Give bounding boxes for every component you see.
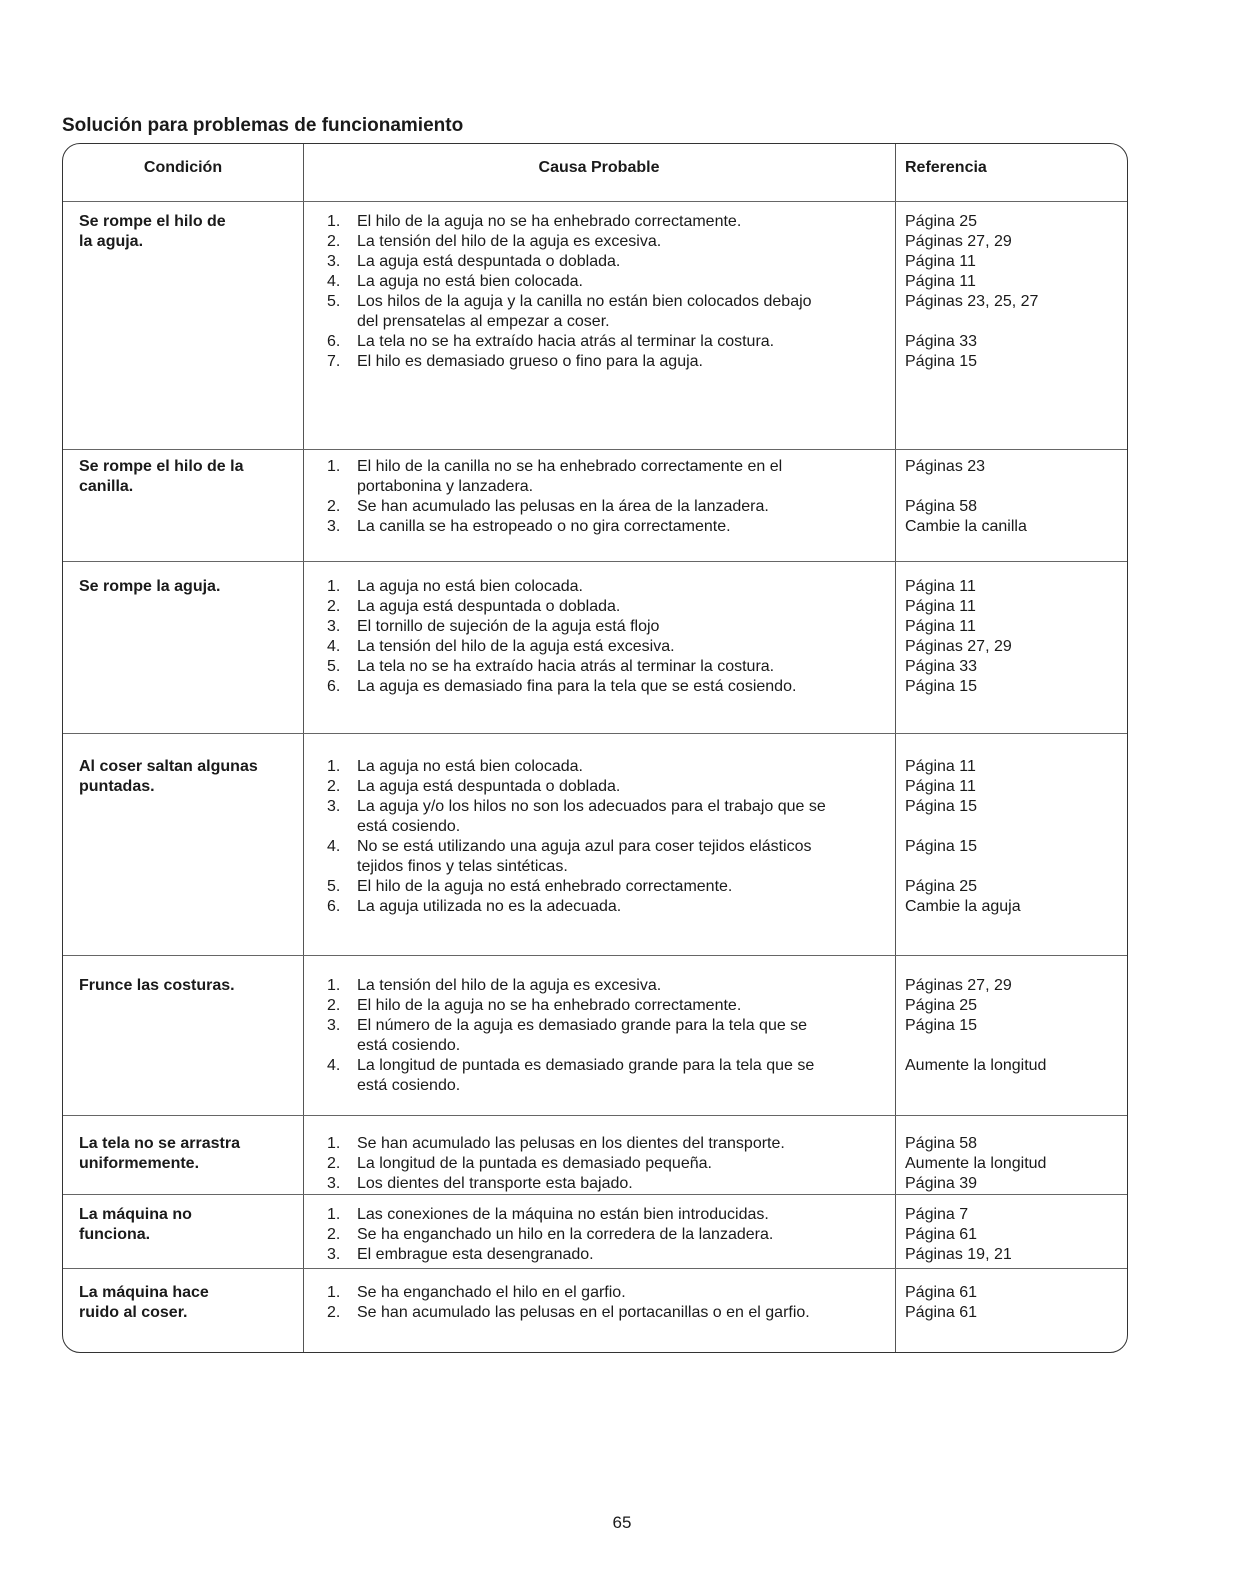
cause-number: 3. (327, 1017, 341, 1034)
reference-item: Página 25 (905, 997, 978, 1014)
reference-item: Páginas 27, 29 (905, 977, 1012, 994)
reference-item: Páginas 23 (905, 458, 986, 475)
cause-text: portabonina y lanzadera. (357, 478, 534, 495)
cause-item (327, 1245, 887, 1265)
cause-text: La longitud de puntada es demasiado grande para la tela que se (357, 1057, 815, 1074)
condition-cell (79, 757, 289, 797)
reference-item: Página 61 (905, 1304, 978, 1321)
cause-text: La tensión del hilo de la aguja está excesiva. (357, 638, 675, 655)
reference-list (905, 457, 1120, 537)
header-reference: Referencia (905, 159, 987, 176)
cause-number: 1. (327, 1135, 341, 1152)
reference-item: Página 25 (905, 213, 978, 230)
reference-item: Página 15 (905, 353, 978, 370)
cause-number: 1. (327, 758, 341, 775)
cause-item (327, 1056, 887, 1096)
condition-text: la aguja. (79, 233, 144, 250)
cause-text: La tela no se ha extraído hacia atrás al terminar la costura. (357, 333, 775, 350)
reference-list (905, 1205, 1120, 1265)
reference-item (905, 857, 1120, 877)
cause-text: La canilla se ha estropeado o no gira correctamente. (357, 518, 731, 535)
reference-item: Páginas 23, 25, 27 (905, 293, 1039, 310)
cause-text: Se han acumulado las pelusas en el portacanillas o en el garfio. (357, 1304, 810, 1321)
cause-text: La aguja está despuntada o doblada. (357, 253, 621, 270)
cause-number: 3. (327, 798, 341, 815)
cause-number: 2. (327, 778, 341, 795)
cause-item (327, 1154, 887, 1174)
cause-list (327, 976, 887, 1096)
reference-item: Página 11 (905, 273, 976, 290)
reference-item: Página 11 (905, 253, 976, 270)
troubleshooting-table (62, 143, 1128, 1353)
condition-text: funciona. (79, 1226, 151, 1243)
cause-text: Los dientes del transporte esta bajado. (357, 1175, 633, 1192)
cause-text: El tornillo de sujeción de la aguja está flojo (357, 618, 660, 635)
cause-text: tejidos finos y telas sintéticas. (357, 858, 568, 875)
reference-item: Página 39 (905, 1175, 978, 1192)
cause-number: 1. (327, 1284, 341, 1301)
condition-cell (79, 212, 289, 252)
condition-text: Se rompe la aguja. (79, 578, 221, 595)
cause-text: El hilo de la aguja no se ha enhebrado correctamente. (357, 213, 742, 230)
cause-number: 1. (327, 1206, 341, 1223)
condition-cell (79, 1134, 289, 1174)
condition-text: La tela no se arrastra (79, 1135, 240, 1152)
cause-text: La aguja está despuntada o doblada. (357, 778, 621, 795)
cause-text: La aguja y/o los hilos no son los adecuados para el trabajo que se (357, 798, 826, 815)
condition-cell (79, 1205, 289, 1245)
cause-list (327, 1134, 887, 1194)
condition-text: Al coser saltan algunas (79, 758, 258, 775)
cause-text: El número de la aguja es demasiado grande para la tela que se (357, 1017, 808, 1034)
reference-item: Cambie la canilla (905, 518, 1027, 535)
cause-text: El hilo de la aguja no está enhebrado correctamente. (357, 878, 733, 895)
cause-text: La aguja no está bien colocada. (357, 273, 583, 290)
cause-list (327, 212, 887, 372)
cause-list (327, 1283, 887, 1323)
column-divider (895, 144, 896, 1352)
reference-list (905, 1283, 1120, 1323)
cause-text: El hilo de la aguja no se ha enhebrado correctamente. (357, 997, 742, 1014)
page-number: 65 (612, 1513, 632, 1532)
cause-item (327, 797, 887, 837)
cause-number: 5. (327, 293, 341, 310)
reference-item: Aumente la longitud (905, 1155, 1047, 1172)
cause-text: La tensión del hilo de la aguja es excesiva. (357, 977, 662, 994)
row-divider (63, 561, 1127, 562)
row-divider (63, 449, 1127, 450)
condition-text: Se rompe el hilo de la (79, 458, 244, 475)
cause-item (327, 517, 887, 537)
reference-item (905, 817, 1120, 837)
condition-cell (79, 457, 289, 497)
cause-item (327, 292, 887, 332)
reference-list (905, 757, 1120, 917)
cause-number: 5. (327, 878, 341, 895)
cause-item (327, 1225, 887, 1245)
cause-item (327, 677, 887, 697)
cause-number: 4. (327, 1057, 341, 1074)
reference-list (905, 976, 1120, 1076)
cause-item (327, 996, 887, 1016)
reference-item: Página 11 (905, 618, 976, 635)
reference-item: Páginas 19, 21 (905, 1246, 1012, 1263)
cause-item (327, 332, 887, 352)
reference-item: Página 61 (905, 1284, 978, 1301)
cause-text: Las conexiones de la máquina no están bien introducidas. (357, 1206, 769, 1223)
cause-text: El hilo es demasiado grueso o fino para la aguja. (357, 353, 703, 370)
cause-number: 2. (327, 498, 341, 515)
cause-item (327, 457, 887, 497)
cause-item (327, 657, 887, 677)
cause-number: 2. (327, 1226, 341, 1243)
cause-item (327, 272, 887, 292)
page-title: Solución para problemas de funcionamiento (62, 115, 464, 136)
reference-item: Páginas 27, 29 (905, 233, 1012, 250)
cause-number: 3. (327, 1175, 341, 1192)
reference-item: Página 25 (905, 878, 978, 895)
cause-text: La tensión del hilo de la aguja es excesiva. (357, 233, 662, 250)
reference-item: Página 58 (905, 1135, 978, 1152)
reference-item: Página 15 (905, 798, 978, 815)
cause-item (327, 837, 887, 877)
reference-item: Página 11 (905, 778, 976, 795)
row-divider (63, 733, 1127, 734)
cause-text: La aguja no está bien colocada. (357, 578, 583, 595)
cause-text: La aguja no está bien colocada. (357, 758, 583, 775)
cause-text: Se han acumulado las pelusas en la área de la lanzadera. (357, 498, 769, 515)
row-divider (63, 955, 1127, 956)
cause-item (327, 1016, 887, 1056)
reference-item: Página 15 (905, 838, 978, 855)
cause-text: del prensatelas al empezar a coser. (357, 313, 610, 330)
header-cause: Causa Probable (538, 159, 660, 176)
cause-item (327, 777, 887, 797)
condition-text: puntadas. (79, 778, 155, 795)
reference-item (905, 477, 1120, 497)
reference-item: Página 58 (905, 498, 978, 515)
cause-number: 2. (327, 1155, 341, 1172)
cause-number: 6. (327, 678, 341, 695)
cause-text: está cosiendo. (357, 1037, 461, 1054)
cause-item (327, 1205, 887, 1225)
cause-item (327, 1174, 887, 1194)
cause-number: 6. (327, 898, 341, 915)
cause-item (327, 897, 887, 917)
cause-item (327, 232, 887, 252)
condition-text: ruido al coser. (79, 1304, 188, 1321)
cause-item (327, 1283, 887, 1303)
condition-text: Se rompe el hilo de (79, 213, 226, 230)
cause-text: La tela no se ha extraído hacia atrás al terminar la costura. (357, 658, 775, 675)
cause-text: Se ha enganchado el hilo en el garfio. (357, 1284, 626, 1301)
cause-number: 2. (327, 598, 341, 615)
reference-item: Página 33 (905, 333, 978, 350)
cause-text: El embrague esta desengranado. (357, 1246, 594, 1263)
cause-text: La aguja está despuntada o doblada. (357, 598, 621, 615)
reference-item: Página 15 (905, 678, 978, 695)
cause-text: La longitud de la puntada es demasiado pequeña. (357, 1155, 712, 1172)
condition-cell (79, 1283, 289, 1323)
condition-text: La máquina no (79, 1206, 192, 1223)
cause-number: 1. (327, 458, 341, 475)
cause-number: 3. (327, 253, 341, 270)
cause-number: 4. (327, 838, 341, 855)
cause-list (327, 757, 887, 917)
cause-number: 3. (327, 1246, 341, 1263)
cause-text: Se ha enganchado un hilo en la corredera de la lanzadera. (357, 1226, 774, 1243)
condition-text: canilla. (79, 478, 134, 495)
reference-item: Cambie la aguja (905, 898, 1021, 915)
reference-item: Página 11 (905, 578, 976, 595)
cause-number: 4. (327, 273, 341, 290)
cause-text: está cosiendo. (357, 818, 461, 835)
cause-number: 6. (327, 333, 341, 350)
cause-number: 2. (327, 1304, 341, 1321)
cause-text: Los hilos de la aguja y la canilla no están bien colocados debajo (357, 293, 812, 310)
cause-number: 2. (327, 997, 341, 1014)
reference-list (905, 212, 1120, 372)
cause-text: La aguja utilizada no es la adecuada. (357, 898, 622, 915)
cause-list (327, 457, 887, 537)
cause-number: 4. (327, 638, 341, 655)
reference-item: Página 15 (905, 1017, 978, 1034)
condition-text: La máquina hace (79, 1284, 209, 1301)
cause-item (327, 637, 887, 657)
cause-number: 3. (327, 518, 341, 535)
condition-cell (79, 577, 289, 597)
cause-item (327, 1134, 887, 1154)
cause-item (327, 757, 887, 777)
cause-item (327, 497, 887, 517)
cause-number: 1. (327, 977, 341, 994)
cause-item (327, 976, 887, 996)
cause-item (327, 352, 887, 372)
cause-item (327, 877, 887, 897)
cause-text: No se está utilizando una aguja azul para coser tejidos elásticos (357, 838, 812, 855)
row-divider (63, 1268, 1127, 1269)
row-divider (63, 201, 1127, 202)
cause-text: Se han acumulado las pelusas en los dientes del transporte. (357, 1135, 785, 1152)
cause-list (327, 577, 887, 697)
reference-item: Página 61 (905, 1226, 978, 1243)
header-condition: Condición (143, 159, 223, 176)
row-divider (63, 1115, 1127, 1116)
cause-item (327, 252, 887, 272)
cause-number: 1. (327, 578, 341, 595)
row-divider (63, 1194, 1127, 1195)
cause-item (327, 617, 887, 637)
reference-item (905, 312, 1120, 332)
reference-list (905, 577, 1120, 697)
cause-number: 2. (327, 233, 341, 250)
column-divider (303, 144, 304, 1352)
reference-list (905, 1134, 1120, 1194)
reference-item: Página 7 (905, 1206, 969, 1223)
cause-item (327, 577, 887, 597)
reference-item: Páginas 27, 29 (905, 638, 1012, 655)
cause-list (327, 1205, 887, 1265)
cause-number: 7. (327, 353, 341, 370)
cause-text: está cosiendo. (357, 1077, 461, 1094)
condition-cell (79, 976, 289, 996)
condition-text: Frunce las costuras. (79, 977, 235, 994)
reference-item: Página 11 (905, 598, 976, 615)
reference-item: Página 33 (905, 658, 978, 675)
cause-item (327, 597, 887, 617)
reference-item: Página 11 (905, 758, 976, 775)
cause-text: El hilo de la canilla no se ha enhebrado correctamente en el (357, 458, 783, 475)
condition-text: uniformemente. (79, 1155, 200, 1172)
cause-item (327, 212, 887, 232)
cause-number: 5. (327, 658, 341, 675)
reference-item: Aumente la longitud (905, 1057, 1047, 1074)
cause-item (327, 1303, 887, 1323)
reference-item (905, 1036, 1120, 1056)
cause-number: 3. (327, 618, 341, 635)
cause-text: La aguja es demasiado fina para la tela que se está cosiendo. (357, 678, 797, 695)
cause-number: 1. (327, 213, 341, 230)
